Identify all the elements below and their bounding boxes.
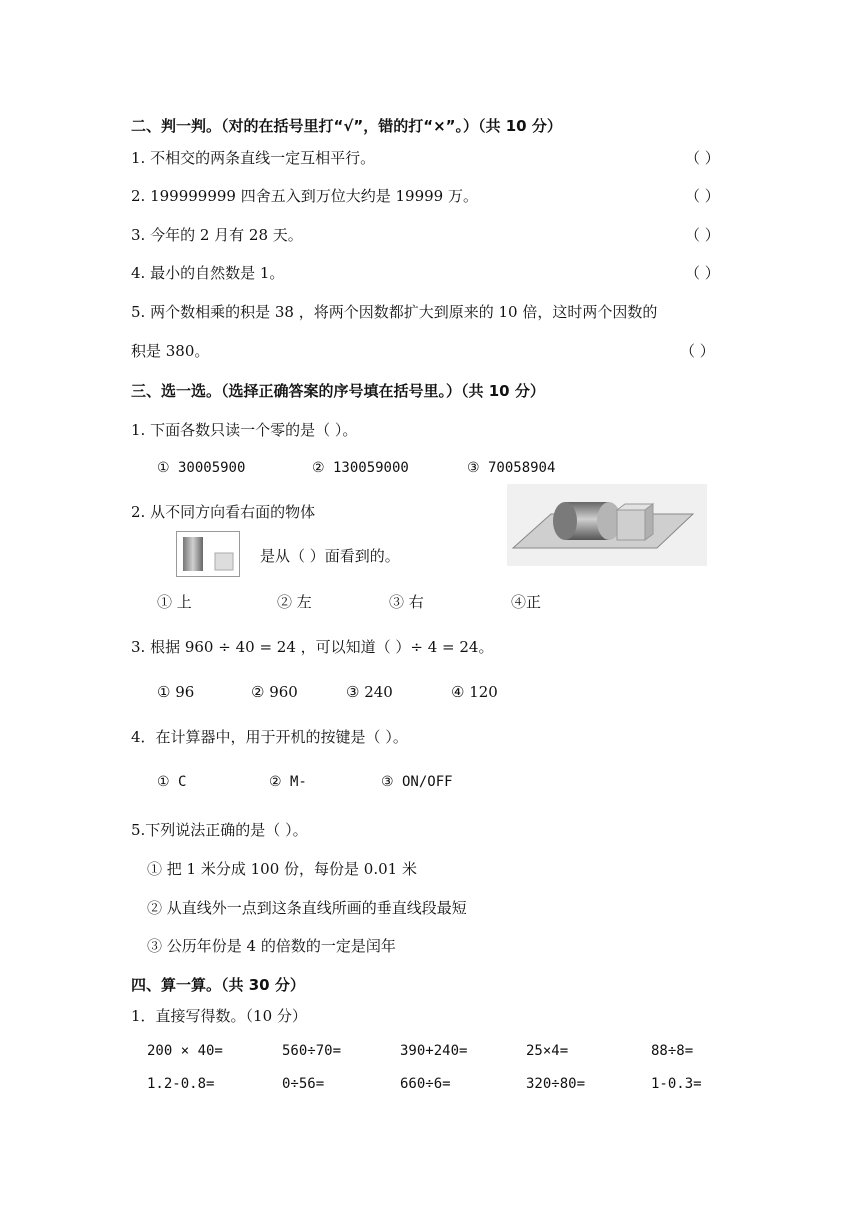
calc-r2-c3: 660÷6= xyxy=(400,1076,451,1092)
q5-option-2[interactable]: ② 从直线外一点到这条直线所画的垂直线段最短 xyxy=(147,899,467,917)
q5-option-1[interactable]: ① 把 1 米分成 100 份，每份是 0.01 米 xyxy=(147,860,417,878)
calc-r1-c2: 560÷70= xyxy=(282,1043,342,1059)
front-view-image xyxy=(177,532,239,576)
calc-r2-c1: 1.2-0.8= xyxy=(147,1076,215,1092)
section3-heading: 三、选一选。（选择正确答案的序号填在括号里。）（共 10 分） xyxy=(131,382,545,400)
choice-q4: 4．在计算器中，用于开机的按键是（ ）。 xyxy=(131,728,408,746)
calc-r1-c5: 88÷8= xyxy=(651,1043,694,1059)
section4-sub: 1．直接写得数。（10 分） xyxy=(131,1007,307,1025)
answer-paren-4[interactable]: （ ） xyxy=(685,264,720,282)
answer-paren-3[interactable]: （ ） xyxy=(685,226,720,244)
judge-item-3: 3. 今年的 2 月有 28 天。 xyxy=(131,226,303,244)
section4-heading: 四、算一算。（共 30 分） xyxy=(131,976,305,994)
choice-q5: 5.下列说法正确的是（ ）。 xyxy=(131,821,308,839)
calc-r1-c1: 200 × 40= xyxy=(147,1043,223,1059)
choice-q2: 2. 从不同方向看右面的物体 xyxy=(131,503,316,521)
answer-paren-1[interactable]: （ ） xyxy=(685,149,720,167)
q4-option-1[interactable]: ① C xyxy=(157,774,187,790)
choice-q2-sub: 是从（ ）面看到的。 xyxy=(260,547,400,565)
choice-q3: 3. 根据 960 ÷ 40 = 24 ，可以知道（ ）÷ 4 = 24。 xyxy=(131,638,494,656)
answer-paren-5[interactable]: （ ） xyxy=(680,342,715,360)
choice-q1: 1. 下面各数只读一个零的是（ ）。 xyxy=(131,421,358,439)
q3-option-1[interactable]: ① 96 xyxy=(157,683,195,701)
q1-option-2[interactable]: ② 130059000 xyxy=(312,460,409,476)
q2-option-1[interactable]: ① 上 xyxy=(157,593,192,611)
cylinder-cube-image xyxy=(507,484,707,566)
q2-option-4[interactable]: ④正 xyxy=(511,593,542,611)
calc-r1-c3: 390+240= xyxy=(400,1043,468,1059)
q3-option-4[interactable]: ④ 120 xyxy=(451,683,498,701)
calc-r2-c4: 320÷80= xyxy=(526,1076,586,1092)
calc-r2-c5: 1-0.3= xyxy=(651,1076,702,1092)
answer-paren-2[interactable]: （ ） xyxy=(685,187,720,205)
q1-option-1[interactable]: ① 30005900 xyxy=(157,460,246,476)
calc-r2-c2: 0÷56= xyxy=(282,1076,325,1092)
judge-item-1: 1. 不相交的两条直线一定互相平行。 xyxy=(131,149,376,167)
judge-item-5: 5. 两个数相乘的积是 38 ，将两个因数都扩大到原来的 10 倍，这时两个因数的 xyxy=(131,303,658,321)
q2-option-3[interactable]: ③ 右 xyxy=(389,593,424,611)
q4-option-2[interactable]: ② M- xyxy=(269,774,307,790)
view-thumbnail xyxy=(176,531,240,577)
q5-option-3[interactable]: ③ 公历年份是 4 的倍数的一定是闰年 xyxy=(147,937,396,955)
q4-option-3[interactable]: ③ ON/OFF xyxy=(381,774,453,790)
judge-item-4: 4. 最小的自然数是 1。 xyxy=(131,264,285,282)
judge-item-5-cont: 积是 380。 xyxy=(131,342,210,360)
q3-option-3[interactable]: ③ 240 xyxy=(346,683,393,701)
calc-r1-c4: 25×4= xyxy=(526,1043,569,1059)
judge-item-2: 2. 199999999 四舍五入到万位大约是 19999 万。 xyxy=(131,187,478,205)
section2-heading: 二、判一判。（对的在括号里打“√”，错的打“×”。）（共 10 分） xyxy=(131,117,562,135)
q1-option-3[interactable]: ③ 70058904 xyxy=(467,460,556,476)
object-illustration xyxy=(507,484,707,566)
q3-option-2[interactable]: ② 960 xyxy=(251,683,298,701)
q2-option-2[interactable]: ② 左 xyxy=(277,593,312,611)
